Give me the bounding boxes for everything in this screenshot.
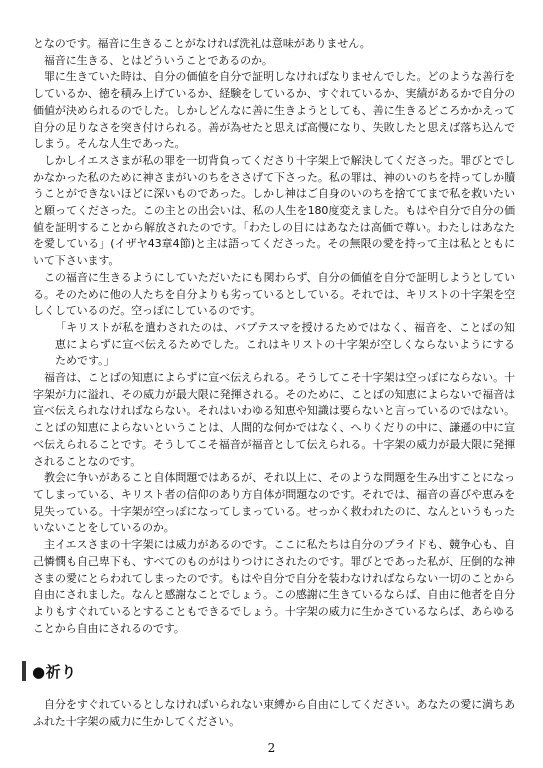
prayer-section — [33, 697, 515, 730]
paragraph: 福音に生きる、とはどういうことであるのか。 — [33, 53, 273, 67]
prayer-heading-text: ●祈り — [32, 662, 77, 681]
main-text — [33, 36, 515, 637]
page-number: 2 — [267, 741, 276, 755]
paragraph: となのです。福音に生きることがなければ洗礼は意味がありません。 — [33, 37, 371, 50]
paragraph: しかしイエスさまが私の罪を一切背負ってくださり十字架上で解決してくださった。罪びとでしかなかった私のために神さまがいのちをささげて下さった。私の罪は、神のいのちを持ってしか贖うことができないほどに深いものであった。しかし神はご自身のいのちを捨ててまで私を救いたいと願ってくださった。この主との出会いは、私の人生を180度変えました。もはや自分で自分の価値を証明することから解放されたのです。「わたしの目にはあなたは高価で尊い。わたしはあなたを愛している」(イザヤ43章4節)と主は語ってくださった。その無限の愛を持って主は私とともにいて下さいます。 — [33, 153, 515, 268]
prayer-text: 自分をすぐれているとしなければいられない束縛から自由にしてください。あなたの愛に満ちあふれた十字架の威力に生かしてください。 — [33, 698, 515, 728]
paragraph: 教会に争いがあること自体問題ではあるが、それ以上に、そのような問題を生み出すことになってしまっている、キリスト者の信仰のあり方自体が問題なのです。それでは、福音の喜びや恵みを見失っている。十字架が空っぽになってしまっている。せっかく救われたのに、なんというもったいないことをしているのか。 — [33, 471, 515, 535]
paragraph: 主イエスさまの十字架には威力があるのです。ここに私たちは自分のプライドも、競争心も、自己憐憫も自己卑下も、すべてのものがはりつけにされたのです。罪びとであった私が、圧倒的な神さまの愛にとらわれてしまったのです。もはや自分で自分を装わなければならない一切のことから自由にされました。なんと感謝なことでしょう。この感謝に生きているならば、自由に他者を自分よりもすぐれているとすることもできるでしょう。十字架の威力に生かさているならば、あらゆることから自由にされるのです。 — [33, 538, 515, 635]
prayer-heading — [22, 660, 502, 682]
scripture-quote: 「キリストが私を遣わされたのは、バプテスマを授けるためではなく、福音を、ことばの知恵によらずに宣べ伝えるためでした。これはキリストの十字架が空しくならないようにするためです。」 — [55, 320, 515, 368]
paragraph: 罪に生きていた時は、自分の価値を自分で証明しなければなりませんでした。どのような善行をしているか、徳を積み上げているか、経験をしているか、すぐれているか、実績があるかで自分の価値が決められるのでした。しかしどんなに善に生きようとしても、善に生きるどころかかえって自分の足りなさを突き付けられる。善が為せたと思えば高慢になり、失敗したと思えば落ち込んでしまう。そんな人生であった。 — [33, 70, 515, 151]
paragraph: 福音は、ことばの知恵によらずに宣べ伝えられる。そうしてこそ十字架は空っぽにならない。十字架が力に溢れ、その威力が最大限に発揮される。そのために、ことばの知恵によらないで福音は宣べ伝えられなければならない。それはいわゆる知恵や知識は要らないと言っているのではない。ことばの知恵によらないということは、人間的な何かではなく、へりくだりの中に、謙遜の中に宣べ伝えられることです。そうしてこそ福音が福音として伝えられる。十字架の威力が最大限に発揮されることなのです。 — [33, 371, 515, 468]
heading-bar — [22, 661, 26, 681]
paragraph: この福音に生きるようにしていただいたにも関わらず、自分の価値を自分で証明しようとしている。そのために他の人たちを自分よりも劣っているとしている。それでは、キリストの十字架を空しくしているのだ。空っぽにしているのです。 — [33, 270, 515, 318]
